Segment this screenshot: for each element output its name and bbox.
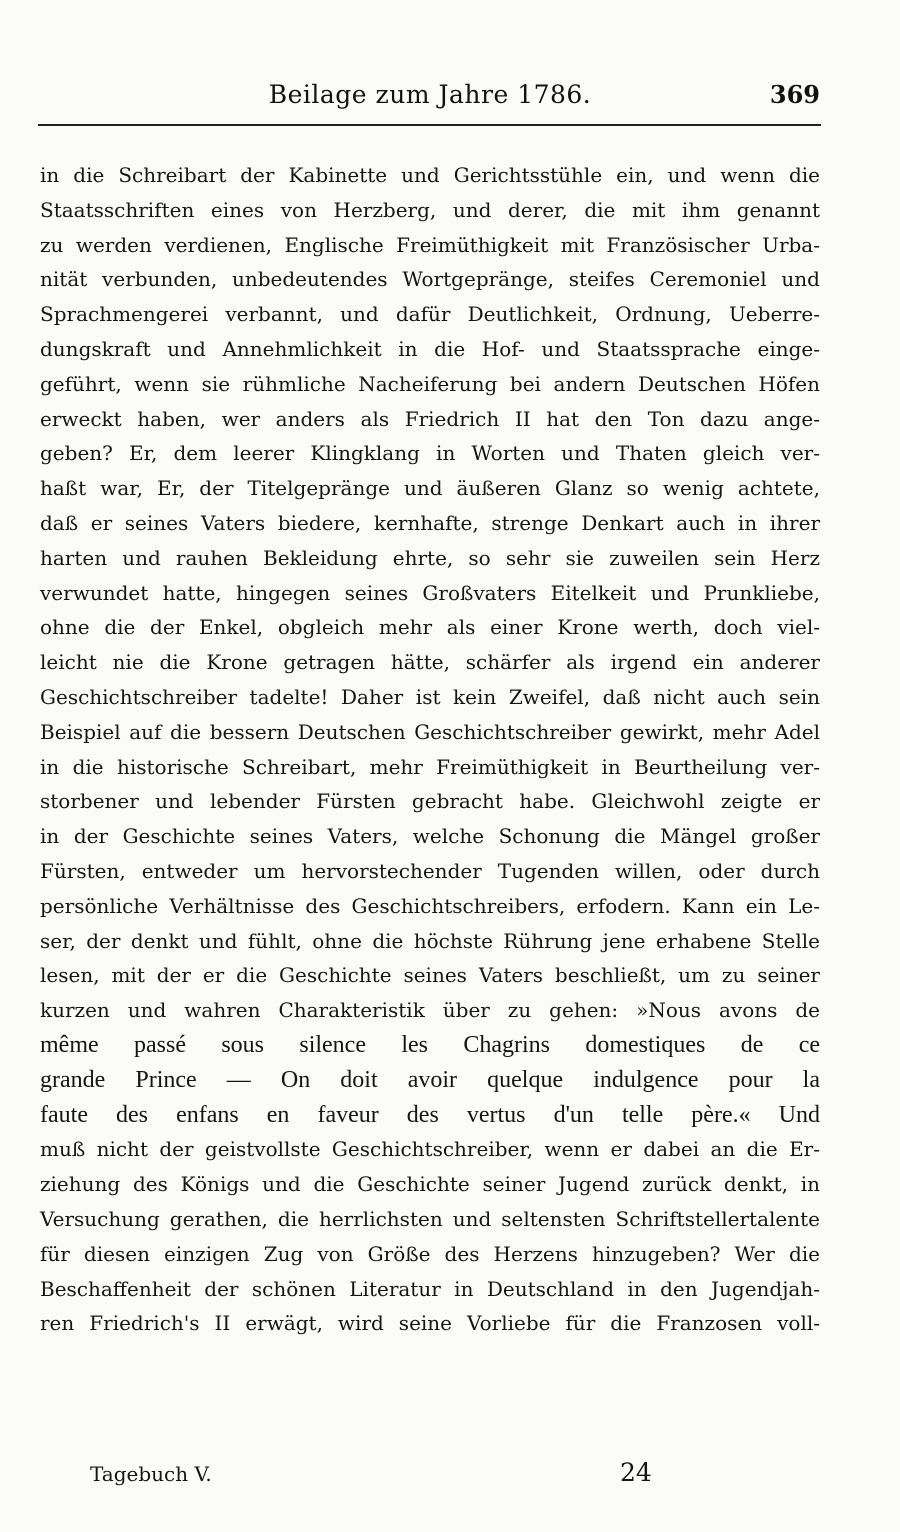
text-line: erweckt haben, wer anders als Friedrich II hat den Ton dazu ange- xyxy=(40,406,820,431)
text-line: ren Friedrich's II erwägt, wird seine Vorliebe für die Franzosen voll- xyxy=(40,1311,820,1336)
text-line: Sprachmengerei verbannt, und dafür Deutlichkeit, Ordnung, Ueberre- xyxy=(40,302,820,327)
text-line: Fürsten, entweder um hervorstechender Tugenden willen, oder durch xyxy=(40,858,820,883)
text-line: geführt, wenn sie rühmliche Nacheiferung bei andern Deutschen Höfen xyxy=(40,371,820,396)
text-line: nität verbunden, unbedeutendes Wortgepränge, steifes Ceremoniel und xyxy=(40,267,820,292)
text-line: in die Schreibart der Kabinette und Gerichtsstühle ein, und wenn die xyxy=(40,163,820,187)
text-line: in der Geschichte seines Vaters, welche Schonung die Mängel großer xyxy=(40,824,820,849)
text-line: harten und rauhen Bekleidung ehrte, so sehr sie zuweilen sein Herz xyxy=(40,545,820,570)
text-line: dungskraft und Annehmlichkeit in die Hof- und Staatssprache einge- xyxy=(40,336,820,361)
text-line: für diesen einzigen Zug von Größe des Herzens hinzugeben? Wer die xyxy=(40,1241,820,1266)
text-line: leicht nie die Krone getragen hätte, schärfer als irgend ein anderer xyxy=(40,650,820,675)
text-line: zu werden verdienen, Englische Freimüthigkeit mit Französischer Urba- xyxy=(40,232,820,257)
text-line: daß er seines Vaters biedere, kernhafte, strenge Denkart auch in ihrer xyxy=(40,510,820,535)
body-text xyxy=(40,158,820,1341)
header-rule xyxy=(38,124,821,126)
signature-mark: 24 xyxy=(620,1458,652,1487)
french-quote-line: grande Prince — On doit avoir quelque indulgence pour la xyxy=(40,1066,820,1093)
text-line: ohne die der Enkel, obgleich mehr als einer Krone werth, doch viel- xyxy=(40,615,820,640)
text-line: geben? Er, dem leerer Klingklang in Worten und Thaten gleich ver- xyxy=(40,441,820,466)
text-line: lesen, mit der er die Geschichte seines Vaters beschließt, um zu seiner xyxy=(40,963,820,988)
text-line: verwundet hatte, hingegen seines Großvaters Eitelkeit und Prunkliebe, xyxy=(40,580,820,605)
text-line: Staatsschriften eines von Herzberg, und derer, die mit ihm genannt xyxy=(40,197,820,222)
french-quote-line: même passé sous silence les Chagrins domestiques de ce xyxy=(40,1031,820,1058)
text-line: in die historische Schreibart, mehr Freimüthigkeit in Beurtheilung ver- xyxy=(40,754,820,779)
text-line: ziehung des Königs und die Geschichte seiner Jugend zurück denkt, in xyxy=(40,1172,820,1197)
text-line: Geschichtschreiber tadelte! Daher ist kein Zweifel, daß nicht auch sein xyxy=(40,684,820,709)
text-line: persönliche Verhältnisse des Geschichtschreibers, erfodern. Kann ein Le- xyxy=(40,893,820,918)
text-line: storbener und lebender Fürsten gebracht habe. Gleichwohl zeigte er xyxy=(40,789,820,814)
text-line: muß nicht der geistvollste Geschichtschreiber, wenn er dabei an die Er- xyxy=(40,1137,820,1162)
printer-signature: Tagebuch V. xyxy=(90,1462,212,1486)
text-line: Beschaffenheit der schönen Literatur in Deutschland in den Jugendjah- xyxy=(40,1276,820,1301)
french-quote-line: faute des enfans en faveur des vertus d'un telle père.« Und xyxy=(40,1101,820,1128)
text-line: Versuchung gerathen, die herrlichsten und seltensten Schriftstellertalente xyxy=(40,1206,820,1231)
page-number: 369 xyxy=(769,80,820,109)
text-line: ser, der denkt und fühlt, ohne die höchste Rührung jene erhabene Stelle xyxy=(40,928,820,953)
text-line: kurzen und wahren Charakteristik über zu gehen: »Nous avons de xyxy=(40,998,820,1023)
text-line: Beispiel auf die bessern Deutschen Geschichtschreiber gewirkt, mehr Adel xyxy=(40,719,820,744)
running-head: Beilage zum Jahre 1786. xyxy=(268,80,592,109)
page-header xyxy=(40,76,820,120)
page-footer xyxy=(40,1458,820,1496)
text-line: haßt war, Er, der Titelgepränge und äußeren Glanz so wenig achtete, xyxy=(40,476,820,501)
